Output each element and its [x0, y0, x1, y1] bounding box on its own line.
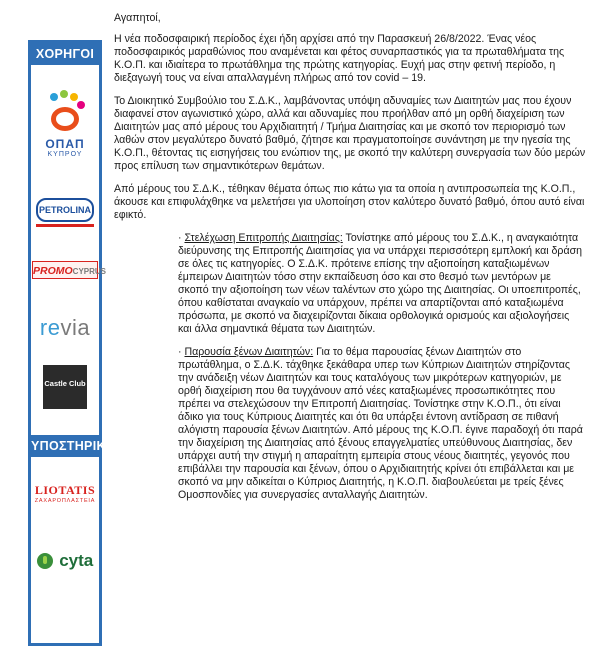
paragraph-topics-raised: Από μέρους του Σ.Δ.Κ., τέθηκαν θέματα όπως πιο κάτω για τα οποία η αντιπροσωπεία της Κ.Ο.Π., άκουσε και επιφυλάχθηκε να μελετήσει για υλοποίηση στον καλύτερο δυνατό βαθμό, όπου αυτό είναι εφικτό. [114, 183, 585, 221]
petrolina-logo [31, 198, 99, 227]
item1-heading: Στελέχωση Επιτροπής Διαιτησίας: [184, 232, 343, 244]
opap-subtitle: ΚΥΠΡΟΥ [47, 151, 83, 158]
item1-text: Τονίστηκε από μέρους του Σ.Δ.Κ., η αναγκαιότητα διεύρυνσης της Επιτροπής Διαιτησίας για να υπάρχει περισσότερη εμπλοκή και δράση σε όλες τις κατηγορίες. Ο Σ.Δ.Κ. πρότεινε επίσης την αξιοποίηση καταξιωμένων έμπειρων Διαιτητών τόσο στην εκπαίδευση όσο και στο θεσμό των μεντόρων με σκοπό την αξιοποίηση των νέων ταλέντων στο χώρο της Διαιτησίας. Οι υποεπιτροπές, όπου καθίσταται αναγκαίο να υπάρχουν, πρέπει να απαρτίζονται από καταξιωμένα πρόσωπα, με σκοπό να διαχειρίζονται δίκαια ορθολογικά ορισμούς και αξιολογήσεις και άλλα σημαντικά θέματα των Διαιτητών. [178, 232, 583, 335]
paragraph-season-start: Η νέα ποδοσφαιρική περίοδος έχει ήδη αρχίσει από την Παρασκευή 26/8/2022. Ένας νέος ποδοσφαιρικός μαραθώνιος που αναμένεται και φέτος συναρπαστικός για τα πρωταθλήματα της Κ.Ο.Π. και ιδιαίτερα το πρωτάθλημα της πρώτης κατηγορίας. Ευχή μας στην φετινή περίοδο, η διεξαγωγή τους να είναι απαλλαγμένη πλήρως από τον covid – 19. [114, 33, 565, 84]
liotatis-logo [31, 483, 99, 504]
supporters-header: ΥΠΟΣΤΗΡΙΚΤΕΣ [31, 435, 99, 457]
cyta-logo [31, 551, 99, 571]
letter-body [114, 8, 596, 512]
item2-text: Για το θέμα παρουσίας ξένων Διαιτητών στο πρωτάθλημα, ο Σ.Δ.Κ. τάχθηκε ξεκάθαρα υπερ των Κύπριων Διαιτητών στηρίζοντας την ανάδειξη νέων Διαιτητών και τους καταλόγους των μικρότερων κατηγοριών, με ορθή διαχείριση που θα τυγχάνουν από νέες καταξιωμένες προσωπικότητες που πρέπει να στελεχώσουν την Επιτροπή Διαιτησίας. Τονίστηκε στην Κ.Ο.Π., ότι είναι άδικο για τους Κύπριους Διαιτητές και ότι θα υπάρξει έντονη αντίδραση σε πιθανή αλόγιστη παρουσία ξένων Διαιτητών. Από μέρους της Κ.Ο.Π. έγινε παραδοχή ότι παρά την διαχείριση της Διαιτησίας από ξένους επαγγελματίες υπεύθυνους Διαιτησίας, δεν υπάρχει αυτή την στιγμή η απαραίτητη εμπειρία στους νέους διαιτητές, γεγονός που επιβάλλει την παρουσία και ξένων, όπου ο Αρχιδιαιτητής κρίνει ότι επιβάλλεται και με σκοπό να μην αδικείται ο Κύπριος Διαιτητής, η Κ.Ο.Π. διαβουλεύεται με τρείς ξένες Ομοσπονδίες για συνεργασίες ανταλλαγής Διαιτητών. [178, 346, 583, 501]
castle-club-wordmark: Castle Club [43, 365, 87, 409]
bullet-1: · [178, 232, 182, 244]
promo-cyprus-logo [31, 261, 107, 279]
letter-greeting: Αγαπητοί, [114, 12, 161, 24]
castle-club-logo [31, 365, 99, 409]
cyta-wordmark: cyta [59, 551, 94, 570]
revia-wordmark: revia [39, 315, 91, 340]
bullet-2: · [178, 346, 182, 358]
item-committee-staffing [178, 232, 584, 336]
opap-emblem-icon [44, 93, 86, 135]
revia-logo [31, 315, 99, 341]
petrolina-wordmark: PETROLINA [36, 198, 94, 222]
cyta-leaf-icon [37, 553, 53, 569]
item-foreign-referees [178, 346, 584, 502]
sponsors-header: ΧΟΡΗΓΟΙ [31, 43, 99, 65]
petrolina-stripe [36, 224, 94, 227]
opap-logo [31, 93, 99, 163]
promo-wordmark: PROMOCYPRUS [32, 261, 98, 279]
opap-wordmark: ΟΠΑΠ [45, 137, 85, 151]
sponsors-sidebar [28, 40, 131, 646]
liotatis-wordmark: LIOTATIS [34, 483, 96, 497]
liotatis-subtitle: ΖΑΧΑΡΟΠΛΑΣΤΕΙΑ [34, 498, 96, 504]
item2-heading: Παρουσία ξένων Διαιτητών: [184, 346, 314, 358]
paragraph-board-meeting: Το Διοικητικό Συμβούλιο του Σ.Δ.Κ., λαμβάνοντας υπόψη αδυναμίες των Διαιτητών μας που έχουν διαφανεί στον αγωνιστικό χώρο, αλλά και αδυναμίες που προήλθαν από μη ορθή διαχείριση των Διαιτητών μας από μέρους του Αρχιδιαιτητή / Τμήμα Διαιτησίας και με σκοπό τον περιορισμό των λαθών στον μεγαλύτερο δυνατό βαθμό, ζήτησε και πραγματοποίησε συνάντηση με την ηγεσία της Κ.Ο.Π., θέτοντας τις εισηγήσεις του ενώπιον της, με σκοπό την καλύτερη συνεργασία των δύο μερών προς επίλυση των σημαντικότερων θεμάτων. [114, 95, 586, 172]
